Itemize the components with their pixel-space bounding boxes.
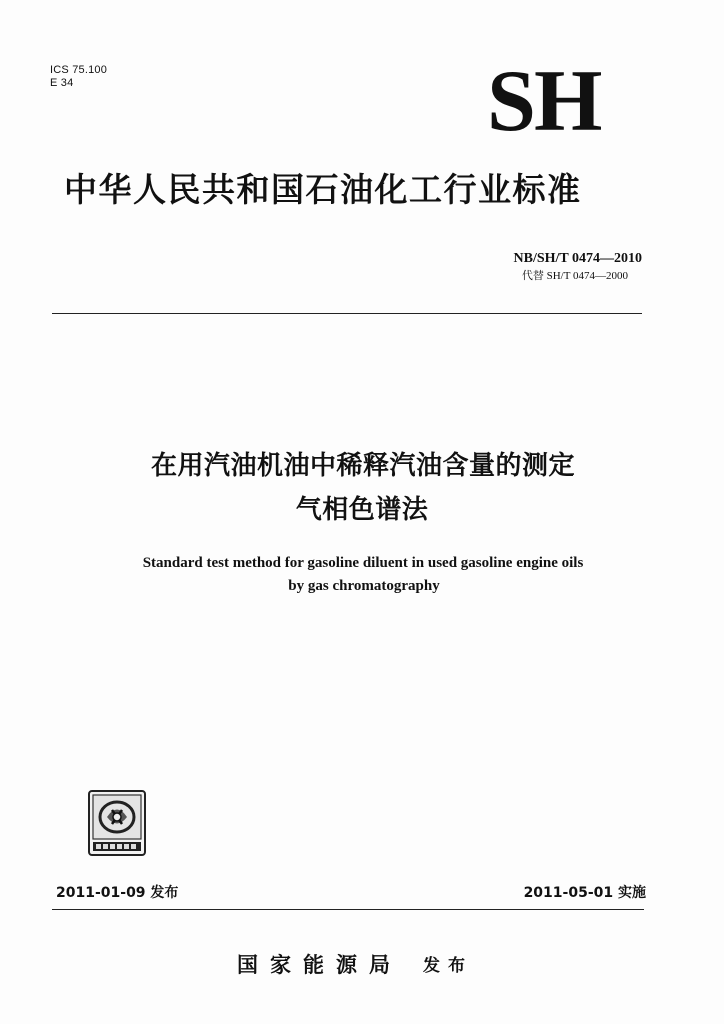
implementation-date: 2011-05-01 实施 xyxy=(523,885,646,901)
category-mark: SH xyxy=(487,53,601,150)
issuing-authority: 国家能源局 xyxy=(237,953,402,977)
ics-code: ICS 75.100 xyxy=(50,64,108,76)
top-divider xyxy=(52,313,642,314)
replaces-standard: 代替 SH/T 0474—2000 xyxy=(521,270,628,282)
document-title-en-line-2: by gas chromatography xyxy=(288,578,440,594)
issue-date: 2011-01-09 发布 xyxy=(56,885,179,901)
standard-number: NB/SH/T 0474—2010 xyxy=(513,251,642,266)
standard-type-title: 中华人民共和国石油化工行业标准 xyxy=(64,170,582,209)
document-title-en-line-1: Standard test method for gasoline diluent in used gasoline engine oils xyxy=(142,555,584,571)
issuing-action: 发布 xyxy=(423,956,473,976)
classification-codes xyxy=(50,64,107,90)
publisher-seal-icon xyxy=(88,790,146,856)
document-title-cn-line-2: 气相色谱法 xyxy=(295,495,429,525)
ccs-code: E 34 xyxy=(50,77,74,89)
bottom-divider xyxy=(52,909,644,910)
document-title-cn-line-1: 在用汽油机油中稀释汽油含量的测定 xyxy=(150,451,575,481)
seal-graphic xyxy=(90,792,144,854)
